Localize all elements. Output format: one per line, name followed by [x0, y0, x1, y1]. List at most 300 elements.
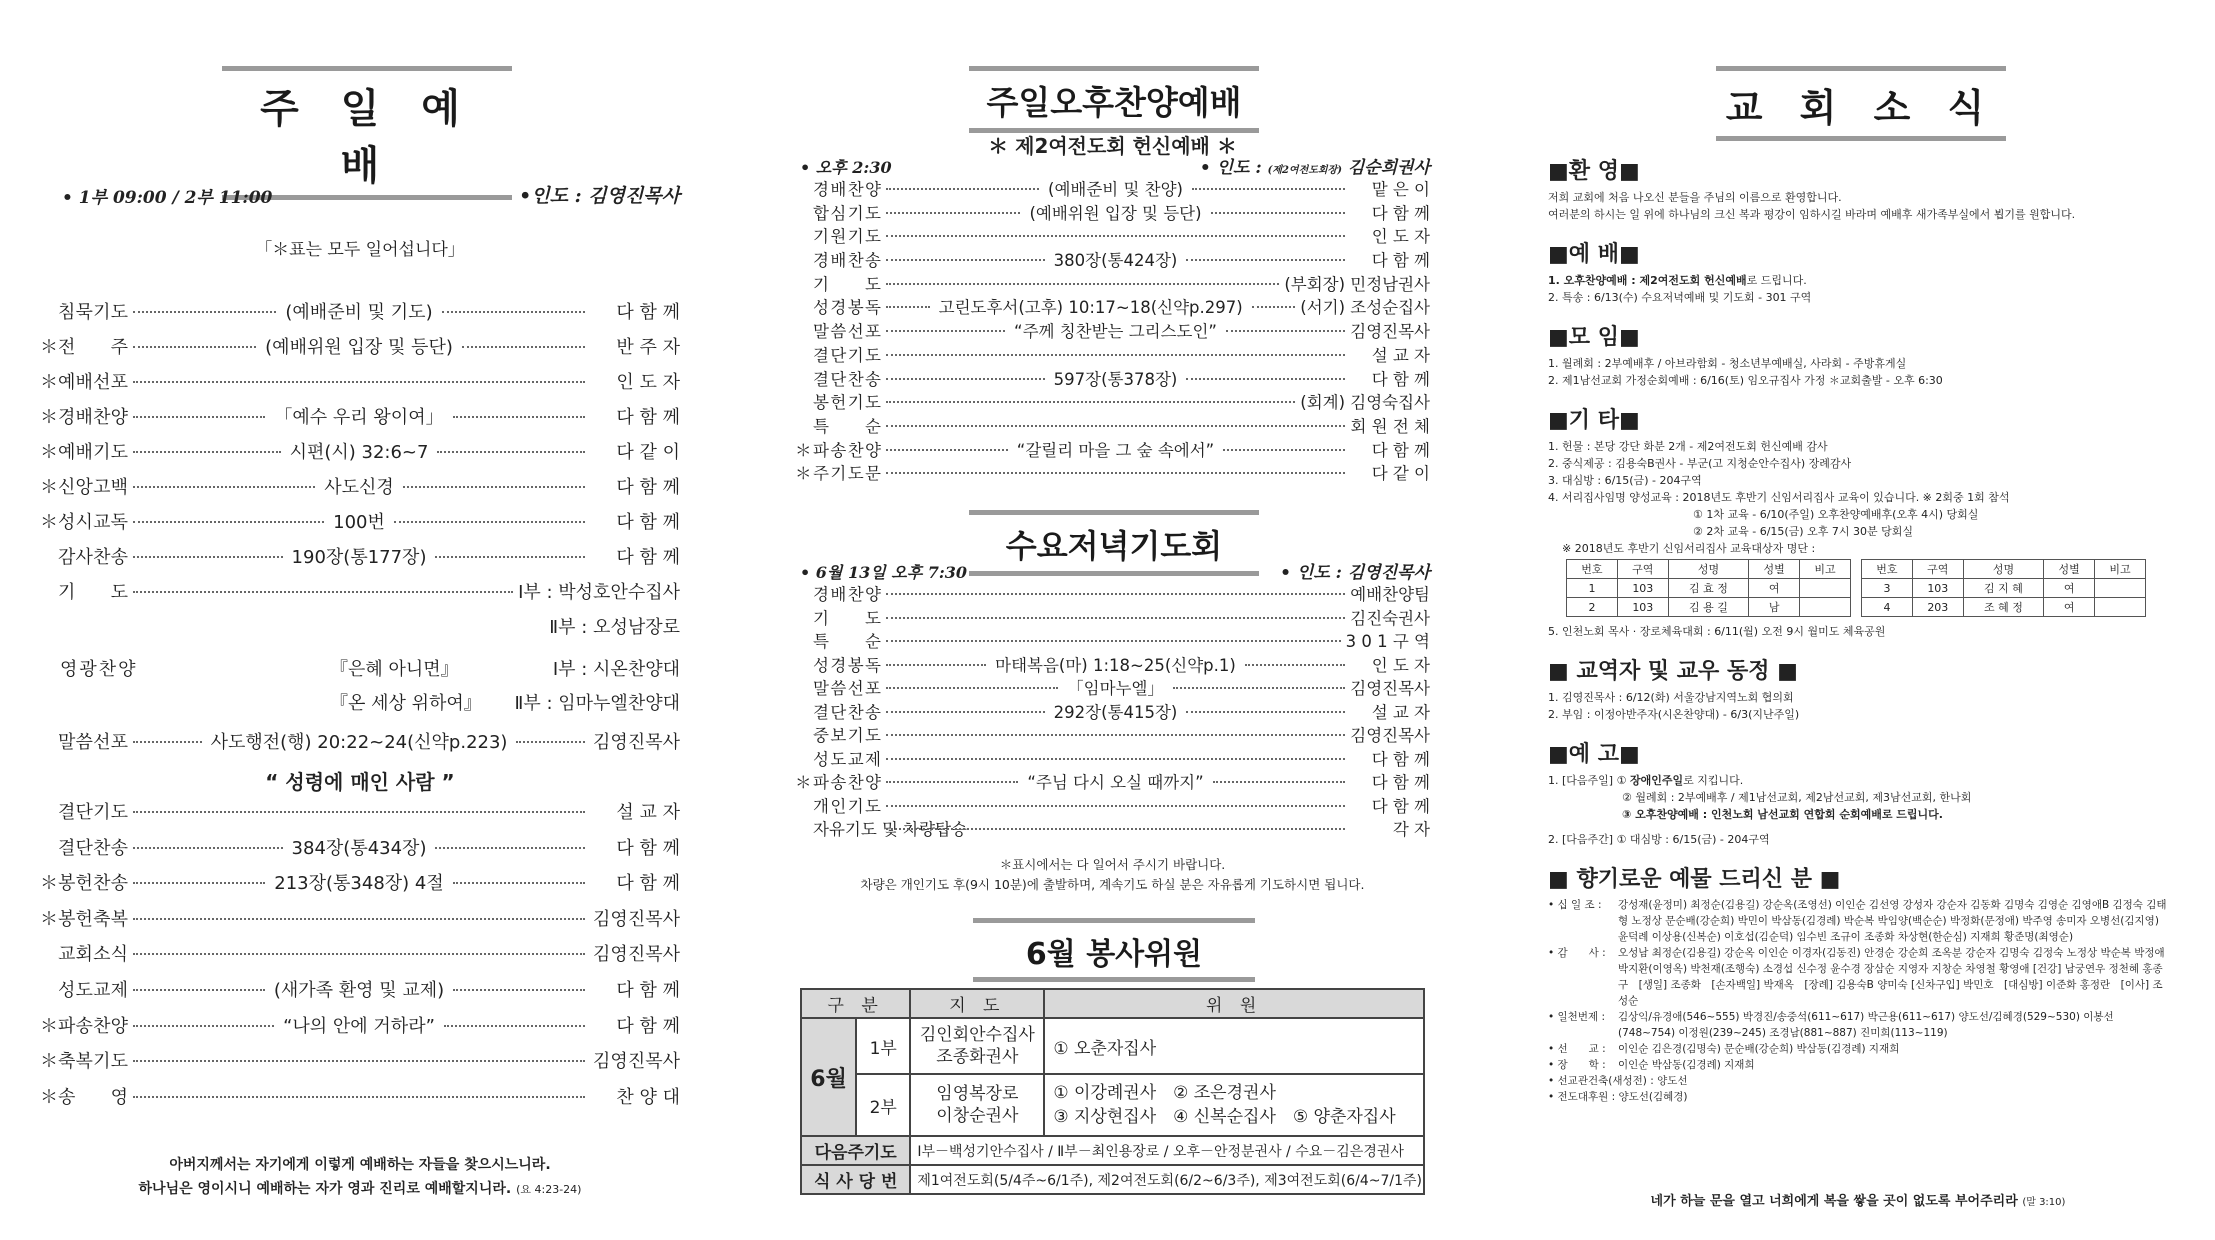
order-item-label: 주 기 도 문 [813, 464, 881, 484]
order-item-label: 개 인 기 도 [813, 796, 881, 816]
sunday-worship-title: 주 일 예 배 [222, 66, 512, 200]
order-item-label: 침 묵 기 도 [58, 302, 128, 323]
afternoon-worship-title: 주일오후찬양예배 [969, 66, 1259, 133]
trainee-th: 구역 [1912, 560, 1963, 579]
part2-members [1044, 1074, 1424, 1136]
stand-mark: ＊ [40, 1051, 58, 1073]
th-leader: 지 도 [910, 989, 1044, 1018]
trainee-cell [1800, 579, 1851, 598]
order-item-detail: “주님 다시 오실 때까지” [1023, 771, 1207, 795]
order-item-person: 다 함 께 [616, 477, 680, 498]
evangelism-support: • 전도대후원 : 양도선(김혜경) [1548, 1091, 1688, 1103]
sunday-worship-column [40, 0, 680, 1240]
afternoon-order-list [795, 178, 1430, 486]
order-row [795, 701, 1430, 725]
part1-cell: 1부 [856, 1018, 910, 1074]
order-item-person: (회계) 김영숙집사 [1300, 393, 1430, 413]
staff-news-title: 교역자 및 교우 동정 [1576, 659, 1770, 684]
trainee-cell [1800, 598, 1851, 617]
worship-line-2: 2. 특송 : 6/13(수) 수요저녁예배 및 기도회 - 301 구역 [1548, 291, 1812, 304]
leader-dots [881, 763, 1350, 765]
stand-mark: ＊ [795, 440, 812, 460]
wednesday-prayer-title: 수요저녁기도회 [969, 510, 1259, 576]
leader-dots [128, 403, 590, 429]
order-item-person: 다 함 께 [616, 407, 680, 428]
wednesday-notes [795, 855, 1430, 895]
order-item-label: 성 시 교 독 [58, 512, 128, 533]
order-item-detail: 마태복음(마) 1:18~25(신약p.1) [991, 654, 1240, 678]
leader-dots [128, 958, 590, 960]
news-verse-text: 네가 하늘 문을 열고 너희에게 복을 쌓을 곳이 없도록 부어주리라 [1650, 1194, 2018, 1209]
order-row [40, 508, 680, 543]
order-row [795, 724, 1430, 748]
leader-dots [881, 598, 1350, 600]
order-item-label: 결 단 찬 송 [58, 837, 128, 859]
sunday-order-list [40, 298, 680, 613]
glory-choir-2: Ⅱ부 : 임마누엘찬양대 [514, 693, 680, 714]
trainee-table-note: ※ 2018년도 후반기 신임서리집사 교육대상자 명단 : [1562, 542, 1816, 555]
worship-line-1a: 1. 오후찬양예배 : [1548, 274, 1640, 287]
order-item-person: 다 함 께 [1371, 369, 1430, 389]
order-item-detail: 「예수 우리 왕이여」 [270, 403, 447, 429]
service-times: • 1부 09:00 / 2부 11:00 [62, 188, 273, 208]
order-item-person: 인 도 자 [1371, 227, 1430, 247]
order-item-label: 합 심 기 도 [813, 203, 881, 223]
leader-dots [128, 834, 590, 860]
staff-line-1: 1. 김영진목사 : 6/12(화) 서울강남지역노회 협의회 [1548, 691, 1794, 704]
order-item-person: 다 함 께 [616, 547, 680, 568]
meeting-header: ■모 임■ [1548, 325, 1640, 350]
bus-note: 차량은 개인기도 후(9시 10분)에 출발하며, 계속기도 하실 분은 자유롭게 기도하시면 됩니다. [860, 877, 1365, 892]
order-row [795, 654, 1430, 678]
stand-mark: ＊ [40, 442, 58, 463]
order-item-label: 봉 헌 기 도 [813, 393, 881, 413]
misc-line-1: 1. 헌물 : 본당 강단 화분 2개 - 제2여전도회 헌신예배 감사 [1548, 440, 1828, 453]
leader-dots [881, 771, 1350, 795]
june-volunteers-title: 6월 봉사위원 [973, 918, 1255, 982]
order-item-label: 경 배 찬 양 [813, 585, 881, 604]
order-item-person: (서기) 조성순집사 [1300, 298, 1430, 318]
leader-dots [128, 728, 590, 754]
order-item-detail: 100번 [329, 508, 389, 534]
preview-line-1a: 1. [다음주일] ① [1548, 774, 1630, 787]
trainee-table-right [1861, 559, 2146, 617]
order-item-person: 맡 은 이 [1371, 180, 1430, 199]
order-row [40, 798, 680, 834]
trainee-tables [1548, 559, 2168, 617]
order-item-person: 인 도 자 [616, 372, 680, 393]
order-item-label: 교 회 소 식 [58, 944, 128, 966]
leader-dots [128, 596, 518, 598]
closing-order-list [40, 798, 680, 1118]
order-row [795, 630, 1430, 654]
afternoon-time: • 오후 2:30 [800, 158, 892, 177]
stand-mark: ＊ [40, 372, 58, 393]
stand-mark: ＊ [40, 407, 58, 428]
mission-names: 이인순 김은경(김명숙) 문순배(강순희) 박삼동(김경례) 지재희 [1618, 1043, 1900, 1055]
misc-line-2: 2. 중식제공 : 김용숙B권사 - 부군(고 지청순안수집사) 장례감사 [1548, 457, 1852, 470]
leader-dots [881, 739, 1350, 741]
order-item-label: 예 배 기 도 [58, 442, 128, 463]
leader-dots [881, 296, 1300, 320]
order-row [40, 1047, 680, 1083]
order-item-person: 다 함 께 [616, 512, 680, 533]
order-item-detail: “주께 칭찬받는 그리스도인” [1010, 320, 1221, 344]
leader-dots [128, 508, 590, 534]
order-row [40, 578, 680, 613]
th-members: 위 원 [1044, 989, 1424, 1018]
offering-header: ■ 향기로운 예물 드리신 분 ■ [1548, 867, 1841, 892]
trainee-th: 비고 [2095, 560, 2146, 579]
order-row [40, 438, 680, 473]
trainee-cell: 조 혜 정 [1963, 598, 2043, 617]
order-item-detail: 「임마누엘」 [1063, 677, 1168, 701]
order-item-detail: “갈릴리 마을 그 숲 속에서” [1013, 439, 1218, 463]
church-news-title: 교 회 소 식 [1716, 66, 2006, 141]
leader-dots [881, 701, 1350, 725]
leader-dots [881, 654, 1350, 678]
trainee-cell [2095, 598, 2146, 617]
order-item-label: 경 배 찬 양 [58, 407, 128, 428]
leader-dots [128, 976, 590, 1002]
verse-line-2 [40, 1177, 680, 1202]
leader-dots [881, 320, 1350, 344]
part2-members-2: ③ 지상현집사 ④ 신복순집사 ⑤ 양춘자집사 [1053, 1107, 1396, 1127]
next-prayer-label: 다음주기도 [801, 1136, 910, 1165]
order-item-label: 전 주 [58, 337, 128, 358]
order-row [795, 178, 1430, 202]
mission-label: • 선 교 : [1548, 1043, 1606, 1055]
preview-line-2: 2. [다음주간] ① 대심방 : 6/15(금) - 204구역 [1548, 833, 1770, 846]
part2-members-1: ① 이강례권사 ② 조은경권사 [1053, 1083, 1276, 1103]
order-item-detail: “나의 안에 거하라” [279, 1012, 439, 1038]
trainee-th: 성별 [2044, 560, 2095, 579]
order-item-detail: 시편(시) 32:6~7 [286, 438, 433, 464]
order-item-label: 파 송 찬 양 [813, 440, 881, 460]
order-item-person: 다 함 께 [1371, 440, 1430, 460]
meeting-line-1: 1. 월례회 : 2부예배후 / 아브라함회 - 청소년부예배실, 사라회 - 주방휴게실 [1548, 357, 1907, 370]
leader-dots [881, 430, 1350, 432]
order-item-detail: 사도행전(행) 20:22~24(신약p.223) [207, 728, 512, 754]
order-item-person: 다 함 께 [616, 979, 680, 1001]
order-item-person: 김영진목사 [593, 908, 680, 930]
order-row [40, 473, 680, 508]
verse-ref: (요 4:23-24) [516, 1183, 582, 1196]
order-item-label: 예 배 선 포 [58, 372, 128, 393]
tithe-block [1548, 897, 2168, 945]
order-item-label: 성 도 교 제 [813, 749, 881, 769]
verse-line-1: 아버지께서는 자기에게 이렇게 예배하는 자들을 찾으시느니라. [169, 1157, 551, 1173]
preview-line-1c: 로 지킵니다. [1683, 774, 1744, 787]
order-item-person: 다 함 께 [1371, 796, 1430, 816]
trainee-th: 구역 [1617, 560, 1668, 579]
standing-note-2: ＊표시에서는 다 일어서 주시기 바랍니다. [999, 857, 1226, 872]
burnt-offering-block [1548, 1009, 2168, 1041]
burnt-offering-label: • 일천번제 : [1548, 1011, 1605, 1023]
order-item-detail: (예배준비 및 기도) [281, 298, 436, 324]
wednesday-leader: • 인도 : 김영진목사 [1280, 563, 1430, 583]
order-row [795, 677, 1430, 701]
glory-label: 영광찬양 [60, 659, 138, 680]
stand-mark: ＊ [795, 773, 812, 792]
welcome-line-2: 여러분의 하시는 일 위에 하나님의 크신 복과 평강이 임하시길 바라며 예배후 새가족부실에서 뵙기를 원합니다. [1548, 208, 2076, 221]
order-item-label: 결 단 찬 송 [813, 702, 881, 722]
order-item-detail: (예배위원 입장 및 등단) [1025, 202, 1205, 226]
order-item-detail: 380장(통424장) [1050, 249, 1182, 273]
misc-line-4c: ② 2차 교육 - 6/15(금) 오후 7시 30분 당회실 [1693, 525, 1913, 538]
meal-duty-label: 식 사 당 번 [801, 1165, 910, 1194]
order-item-label: 기 원 기 도 [813, 227, 881, 247]
trainee-cell: 203 [1912, 598, 1963, 617]
order-item-person: 설 교 자 [616, 802, 680, 823]
order-item-label: 결 단 기 도 [58, 802, 128, 823]
order-row [795, 795, 1430, 819]
order-row [795, 344, 1430, 368]
preview-title: 예 고 [1568, 742, 1619, 767]
order-item-person: 인 도 자 [1371, 655, 1430, 675]
order-row [40, 403, 680, 438]
order-row [795, 296, 1430, 320]
trainee-cell: 103 [1617, 579, 1668, 598]
trainee-cell [2095, 579, 2146, 598]
trainee-cell: 여 [1749, 579, 1800, 598]
part2-cell: 2부 [856, 1074, 910, 1136]
order-item-label: 말 씀 선 포 [58, 732, 128, 753]
order-item-label: 봉 헌 축 복 [58, 908, 128, 930]
trainee-cell: 김 효 정 [1668, 579, 1748, 598]
leader-dots [881, 622, 1350, 624]
th-category: 구 분 [801, 989, 910, 1018]
stand-mark: ＊ [40, 512, 58, 533]
order-item-label: 축 복 기 도 [58, 1051, 128, 1073]
order-item-label: 자유기도 및 차량탑승 [813, 820, 967, 839]
worship-line-1 [1548, 272, 2168, 289]
order-row [795, 439, 1430, 463]
order-item-person: (부회장) 민정남권사 [1284, 274, 1430, 294]
welcome-title: 환 영 [1568, 159, 1619, 184]
order-item-person: 각 자 [1392, 820, 1430, 839]
order-row [795, 320, 1430, 344]
order-item-person: 회 원 전 체 [1350, 416, 1430, 436]
misc-header: ■기 타■ [1548, 408, 1640, 433]
order-row [795, 391, 1430, 415]
order-item-person: 김영진목사 [593, 944, 680, 966]
order-item-detail: 고린도후서(고후) 10:17~18(신약p.297) [935, 296, 1247, 320]
order-row [795, 771, 1430, 795]
order-item-label: 성 경 봉 독 [813, 655, 881, 675]
order-item-person: 다 함 께 [1371, 749, 1430, 769]
order-item-detail: (새가족 환영 및 교제) [270, 976, 448, 1002]
news-body [1548, 140, 2168, 1105]
preview-header: ■예 고■ [1548, 742, 1640, 767]
wednesday-order-list [795, 583, 1430, 842]
order-item-person: 설 교 자 [1371, 702, 1430, 722]
sermon-title: “ 성령에 매인 사람 ” [265, 770, 455, 794]
leader-dots [881, 178, 1350, 202]
leader-dots [881, 368, 1350, 392]
stand-mark: ＊ [40, 1015, 58, 1037]
building-fund: • 선교관건축(새성전) : 양도선 [1548, 1075, 1688, 1087]
order-item-label: 특 순 [813, 632, 881, 651]
tithe-label: • 십 일 조 : [1548, 899, 1602, 911]
news-verse-ref: (말 3:10) [2022, 1197, 2066, 1208]
burnt-offering-names: 김상익/유경애(546~555) 박경진/송중석(611~617) 박근용(611~617) 양도선/김혜경(529~530) 이봉선(748~754) 이정원(239~245) 조경남(881~887) 진미희(113~119) [1618, 1011, 2114, 1039]
worship-title: 예 배 [1568, 242, 1619, 267]
leader-dots [128, 1101, 590, 1103]
next-prayer-value: Ⅰ부－백성기안수집사 / Ⅱ부－최인용장로 / 오후－안정분권사 / 수요－김은경권사 [910, 1136, 1424, 1165]
trainee-row [1567, 598, 1851, 617]
thanks-block [1548, 945, 2168, 1009]
glory-choir-1: Ⅰ부 : 시온찬양대 [552, 659, 680, 680]
order-item-person: 김영진목사 [1350, 726, 1430, 745]
order-row [40, 728, 680, 763]
afternoon-worship-column [795, 0, 1430, 1240]
misc-line-4b: ① 1차 교육 - 6/10(주일) 오후찬양예배후(오후 4시) 당회실 [1693, 508, 1979, 521]
misc-title: 기 타 [1568, 408, 1619, 433]
misc-line-5: 5. 인천노회 목사 · 장로체육대회 : 6/11(월) 오전 9시 월미도 체육공원 [1548, 625, 1886, 638]
leader-dots [128, 333, 590, 359]
worship-line-1b: 제2여전도회 헌신예배 [1639, 274, 1747, 287]
trainee-cell: 3 [1862, 579, 1913, 598]
wednesday-time: • 6월 13일 오후 7:30 [800, 563, 968, 582]
order-item-label: 봉 헌 찬 송 [58, 873, 128, 895]
leader-dots [128, 473, 590, 499]
leader-dots [881, 677, 1350, 701]
leader-dots [881, 833, 1350, 835]
order-row [40, 368, 680, 403]
meeting-line-2: 2. 제1남선교회 가정순회예배 : 6/16(토) 임오규집사 가정 ＊교회출발 - 오후 6:30 [1548, 374, 1943, 387]
trainee-cell: 김 용 길 [1668, 598, 1748, 617]
trainee-table-left [1566, 559, 1851, 617]
meeting-title: 모 임 [1568, 325, 1619, 350]
order-item-label: 기 도 [813, 274, 881, 294]
order-row [795, 249, 1430, 273]
order-item-person: 다 같 이 [1371, 464, 1430, 484]
order-item-label: 성 도 교 제 [58, 979, 128, 1001]
order-item-label: 특 순 [813, 416, 881, 436]
thanks-label: • 감 사 : [1548, 947, 1606, 959]
prayer-part2: Ⅱ부 : 오성남장로 [549, 617, 680, 638]
stand-mark: ＊ [40, 1086, 58, 1108]
order-item-person: 김영진목사 [593, 732, 680, 753]
order-item-person: 김진숙권사 [1350, 608, 1430, 628]
order-row [40, 333, 680, 368]
order-row [795, 202, 1430, 226]
worship-header: ■예 배■ [1548, 242, 1640, 267]
closing-verse [40, 1153, 680, 1202]
glory-song-1: 『은혜 아니면』 [330, 659, 459, 680]
leader-dots [128, 543, 590, 569]
leader-name: 김순희권사 [1347, 158, 1430, 178]
welcome-header: ■환 영■ [1548, 159, 1640, 184]
trainee-cell: 4 [1862, 598, 1913, 617]
trainee-cell: 여 [2044, 579, 2095, 598]
verse-line-2-text: 하나님은 영이시니 예배하는 자가 영과 진리로 예배할지니라. [138, 1181, 512, 1197]
service-leader: •인도 : 김영진목사 [519, 185, 680, 207]
order-item-person: 다 함 께 [1371, 251, 1430, 271]
mission-block [1548, 1041, 2168, 1057]
order-item-label: 송 영 [58, 1086, 128, 1108]
sermon-row [40, 728, 680, 763]
order-item-detail: 213장(통348장) 4절 [270, 869, 447, 895]
leader-dots [128, 816, 590, 818]
order-item-label: 성 경 봉 독 [813, 298, 881, 318]
trainee-cell: 여 [2044, 598, 2095, 617]
trainee-cell: 103 [1617, 598, 1668, 617]
order-row [40, 976, 680, 1012]
order-row [40, 1012, 680, 1048]
leader-dots [881, 477, 1350, 479]
order-item-detail: 384장(통434장) [288, 834, 431, 860]
leader-dots [881, 810, 1350, 812]
leader-dots [881, 359, 1350, 361]
part2-leaders: 임영복장로 이창순권사 [910, 1074, 1044, 1136]
trainee-th: 성명 [1668, 560, 1748, 579]
stand-mark: ＊ [40, 908, 58, 930]
order-item-label: 경 배 찬 송 [813, 251, 881, 271]
order-row [40, 940, 680, 976]
stand-mark: ＊ [40, 337, 58, 358]
leader-dots [881, 439, 1350, 463]
misc-line-4: 4. 서리집사임명 양성교육 : 2018년도 후반기 신임서리집사 교육이 있습니다. ※ 2회중 1회 참석 [1548, 491, 2010, 504]
order-item-person: 다 같 이 [616, 442, 680, 463]
scholarship-label: • 장 학 : [1548, 1059, 1606, 1071]
order-row [795, 273, 1430, 297]
trainee-cell: 1 [1567, 579, 1618, 598]
trainee-cell: 남 [1749, 598, 1800, 617]
trainee-cell: 103 [1912, 579, 1963, 598]
thanks-names: 오성남 최정순(김용길) 강순옥 이인순 이경자(김동진) 안경순 강순희 조옥분 강순자 김명숙 김정숙 노정상 박순복 박정애 박지환(이영옥) 박천재(조행숙) 소경섭 신수정 윤수경 장삼순 지영자 지창순 차영철 황영애 [건강] 남궁연우 정천혜 홍종구 [생일] 조종화 [손자백일] 박재옥 [장례] 김용숙B 양미숙 [신차구입] 박민호 [대심방] 이준화 홍정란 [이사] 조성순 [1618, 947, 2165, 1007]
preview-line-1d: ② 월례회 : 2부예배후 / 제1남선교회, 제2남선교회, 제3남선교회, 한나회 [1622, 791, 1972, 804]
order-item-detail: 190장(통177장) [288, 543, 431, 569]
order-item-person: Ⅰ부 : 박성호안수집사 [518, 582, 680, 603]
trainee-th: 번호 [1862, 560, 1913, 579]
preview-line-1b: 장애인주일 [1629, 774, 1684, 787]
order-item-person: 3 0 1 구 역 [1345, 632, 1430, 651]
dedication-subtitle: ＊ 제2여전도회 헌신예배 ＊ [988, 134, 1237, 158]
order-item-label: 기 도 [58, 582, 128, 603]
order-item-label: 신 앙 고 백 [58, 477, 128, 498]
trainee-row [1862, 579, 2146, 598]
part1-members: ① 오춘자집사 [1044, 1018, 1424, 1074]
trainee-row [1567, 579, 1851, 598]
leader-dots [128, 298, 590, 324]
order-item-detail: (예배준비 및 찬양) [1044, 178, 1187, 202]
leader-dots [881, 202, 1350, 226]
trainee-th: 성명 [1963, 560, 2043, 579]
trainee-row [1862, 598, 2146, 617]
order-item-person: 찬 양 대 [616, 1086, 680, 1108]
order-row [40, 298, 680, 333]
order-row [795, 748, 1430, 772]
leader-dots [128, 438, 590, 464]
order-item-label: 결 단 찬 송 [813, 369, 881, 389]
month-cell: 6월 [801, 1018, 856, 1136]
order-item-person: 예배찬양팀 [1350, 585, 1430, 604]
order-item-detail: (예배위원 입장 및 등단) [261, 333, 457, 359]
order-item-person: 다 함 께 [1371, 203, 1430, 223]
trainee-cell: 2 [1567, 598, 1618, 617]
order-item-label: 중 보 기 도 [813, 726, 881, 745]
church-news-column [1548, 0, 2168, 1240]
trainee-th: 성별 [1749, 560, 1800, 579]
scholarship-block [1548, 1057, 2168, 1073]
order-item-person: 김영진목사 [593, 1051, 680, 1073]
order-row [40, 905, 680, 941]
leader-dots [881, 249, 1350, 273]
order-item-detail: 597장(통378장) [1050, 368, 1182, 392]
stand-mark: ＊ [40, 477, 58, 498]
